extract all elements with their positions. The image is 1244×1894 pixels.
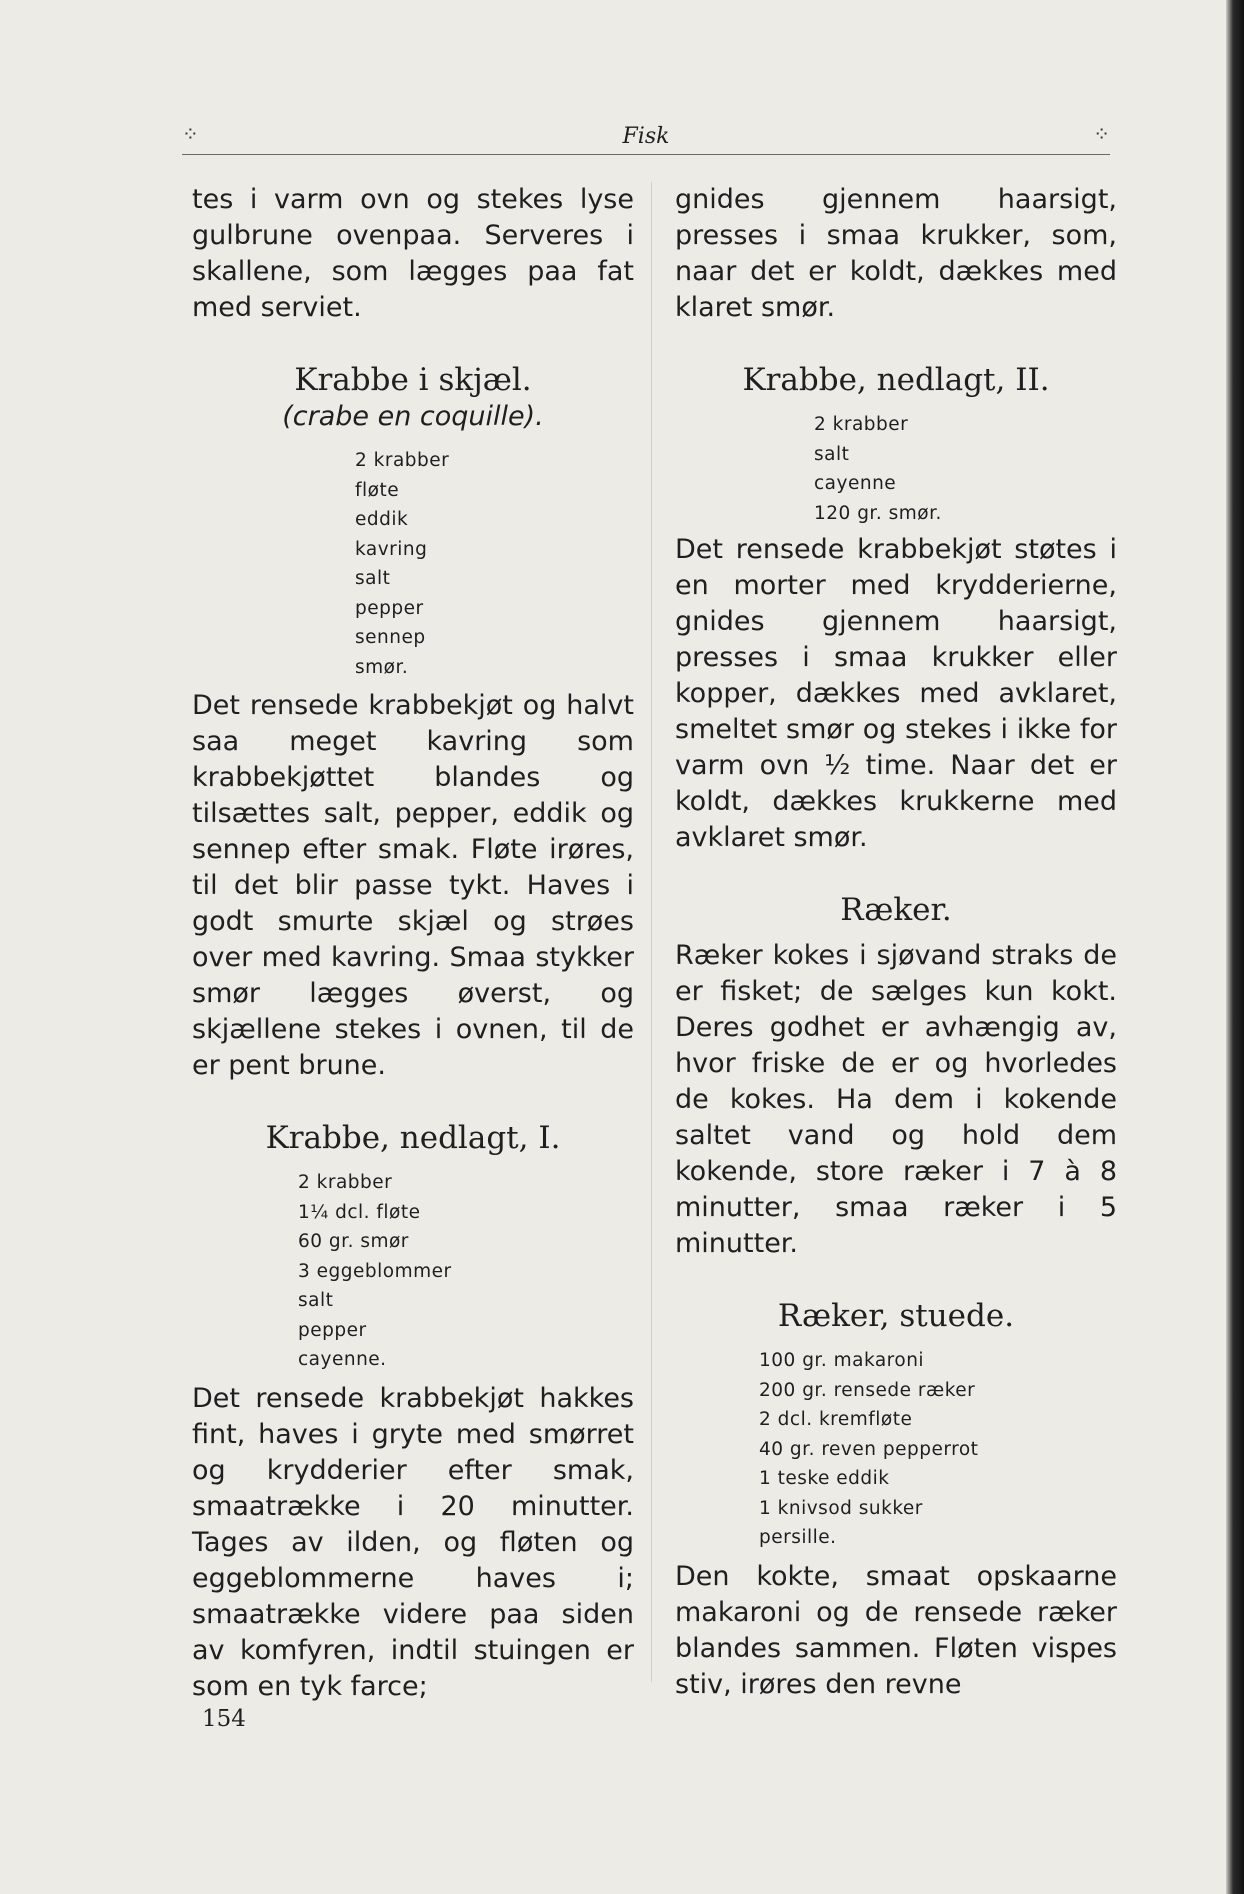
ingredient: fløte <box>355 479 400 501</box>
recipe-title-krabbe-skjael: Krabbe i skjæl. <box>294 362 532 398</box>
recipe-title-nedlagt-2: Krabbe, nedlagt, II. <box>742 362 1050 398</box>
ingredient: 3 eggeblommer <box>298 1260 452 1282</box>
recipe-subtitle: (crabe en coquille). <box>282 401 544 432</box>
page-number: 154 <box>202 1706 246 1732</box>
continued-text: gnides gjennem haarsigt, presses i smaa krukker, som, naar det er koldt, dækkes med klaret smør. <box>675 184 1117 323</box>
ingredient: cayenne <box>814 473 897 494</box>
ingredient-list-nedlagt-1 <box>298 1168 634 1375</box>
ingredient: pepper <box>355 597 424 619</box>
ingredient: 2 krabber <box>355 450 450 471</box>
right-column <box>675 182 1117 1703</box>
ingredient: sennep <box>355 627 426 648</box>
recipe-body-skjael: Det rensede krabbekjøt og halvt saa meget kavring som krabbekjøttet blandes og tilsættes salt, pepper, eddik og sennep efter smak. Fløte irøres, til det blir passe tykt. Haves i godt smurte skjæl og strøes over med kavring. Smaa stykker smør lægges øverst, og skjællene stekes i ovnen, til de er pent brune. <box>192 690 634 1081</box>
ingredient: pepper <box>298 1319 367 1341</box>
ingredient: 2 dcl. kremfløte <box>759 1409 913 1430</box>
running-header <box>182 118 1110 155</box>
ingredient: salt <box>355 568 391 589</box>
ingredient: 40 gr. reven pepperrot <box>759 1438 979 1460</box>
ingredient: salt <box>298 1290 334 1311</box>
column-divider <box>651 182 652 1682</box>
recipe-title-raeker-stuede: Ræker, stuede. <box>777 1298 1015 1334</box>
ingredient: 1¼ dcl. fløte <box>298 1201 421 1223</box>
left-column <box>192 182 634 1705</box>
recipe-title-nedlagt-1: Krabbe, nedlagt, I. <box>265 1120 561 1156</box>
book-spine-edge <box>1226 0 1244 1894</box>
ingredient-list-stuede <box>759 1346 1117 1553</box>
recipe-body-nedlagt-2: Det rensede krabbekjøt støtes i en morter med krydderierne, gnides gjennem haarsigt, presses i smaa krukker eller kopper, dækkes med avklaret, smeltet smør og stekes i ikke for varm ovn ½ time. Naar det er koldt, dækkes krukkerne med avklaret smør. <box>675 534 1117 853</box>
ingredient: 2 krabber <box>814 414 909 435</box>
ingredient: 1 knivsod sukker <box>759 1497 923 1519</box>
ingredient-list-skjael <box>355 446 634 682</box>
ornament-right-icon: ⁘ <box>1093 122 1110 146</box>
ingredient: cayenne. <box>298 1349 387 1370</box>
ingredient: persille. <box>759 1527 837 1548</box>
ingredient-list-nedlagt-2 <box>814 410 1117 528</box>
continued-text: tes i varm ovn og stekes lyse gulbrune ovenpaa. Serveres i skallene, som lægges paa fat med serviet. <box>192 184 634 323</box>
recipe-body-raeker-stuede: Den kokte, smaat opskaarne makaroni og de rensede ræker blandes sammen. Fløten vispes stiv, irøres den revne <box>675 1560 1117 1700</box>
recipe-body-nedlagt-1: Det rensede krabbekjøt hakkes fint, haves i gryte med smørret og krydderier efter smak, smaatrække i 20 minutter. Tages av ilden, og fløten og eggeblommerne haves i; smaatrække videre paa siden av komfyren, indtil stuingen er som en tyk farce; <box>192 1382 634 1702</box>
ingredient: 100 gr. makaroni <box>759 1350 925 1371</box>
ingredient: 2 krabber <box>298 1172 393 1193</box>
ingredient: 120 gr. smør. <box>814 502 942 524</box>
ingredient: kavring <box>355 538 428 560</box>
section-title: Fisk <box>622 124 670 149</box>
ornament-left-icon: ⁘ <box>182 122 199 146</box>
ingredient: salt <box>814 443 850 465</box>
ingredient: eddik <box>355 509 409 530</box>
ingredient: smør. <box>355 656 409 678</box>
ingredient: 200 gr. rensede ræker <box>759 1379 976 1401</box>
recipe-title-raeker: Ræker. <box>840 892 952 928</box>
ingredient: 1 teske eddik <box>759 1468 890 1489</box>
ingredient: 60 gr. smør <box>298 1231 409 1252</box>
recipe-body-raeker: Ræker kokes i sjøvand straks de er fisket; de sælges kun kokt. Deres godhet er avhængig av, hvor friske de er og hvorledes de kokes. Ha dem i kokende saltet vand og hold dem kokende, store ræker i 7 à 8 minutter, smaa ræker i 5 minutter. <box>675 940 1117 1259</box>
